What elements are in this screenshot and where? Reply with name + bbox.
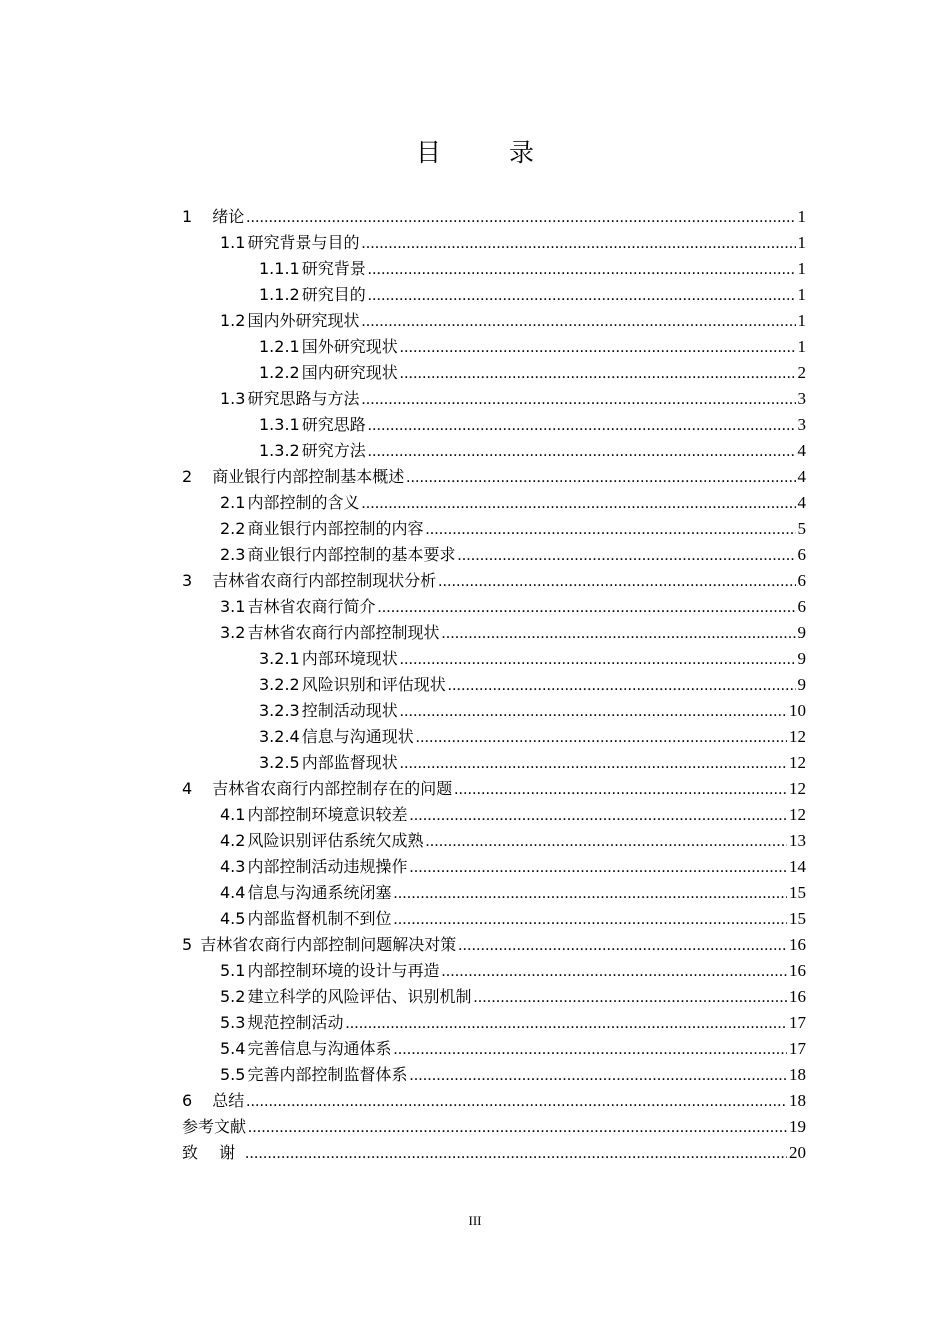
toc-entry-page: 1	[797, 285, 806, 304]
toc-entry-number: 3.2	[220, 623, 246, 642]
toc-entry-number: 3.1	[220, 597, 246, 616]
toc-entry-number: 3.2.3	[259, 701, 300, 720]
toc-entry-number: 5.2	[220, 987, 246, 1006]
toc-entry[interactable]	[182, 750, 806, 776]
table-of-contents	[182, 204, 806, 1166]
toc-entry-page: 12	[789, 779, 806, 798]
toc-entry-number: 3	[182, 571, 193, 590]
toc-dot-leader	[393, 881, 787, 907]
toc-entry-page: 3	[797, 389, 806, 408]
toc-entry-page: 4	[797, 467, 806, 486]
toc-dot-leader	[457, 543, 795, 569]
toc-entry-label	[259, 750, 398, 776]
toc-entry-page: 12	[789, 805, 806, 824]
toc-entry-label	[220, 828, 423, 854]
toc-entry-label	[220, 490, 359, 516]
toc-entry[interactable]	[182, 698, 806, 724]
toc-entry-text: 研究思路与方法	[247, 389, 360, 408]
toc-entry[interactable]	[182, 256, 806, 282]
toc-entry-label	[259, 360, 398, 386]
toc-entry[interactable]	[182, 334, 806, 360]
toc-entry-label	[259, 282, 366, 308]
toc-entry-text: 建立科学的风险评估、识别机制	[247, 987, 472, 1006]
toc-entry[interactable]	[182, 880, 806, 906]
toc-entry-number: 3.2.2	[259, 675, 300, 694]
toc-entry-number: 1.3	[220, 389, 246, 408]
toc-dot-leader	[361, 309, 795, 335]
toc-entry[interactable]	[182, 386, 806, 412]
toc-entry-label	[220, 1010, 343, 1036]
toc-entry-text: 国内外研究现状	[247, 311, 360, 330]
toc-dot-leader	[441, 959, 787, 985]
toc-dot-leader	[409, 1063, 787, 1089]
toc-entry-text: 研究背景与目的	[247, 233, 360, 252]
toc-entry-text: 总结	[212, 1091, 245, 1110]
toc-entry-text: 吉林省农商行内部控制问题解决对策	[200, 935, 457, 954]
toc-entry-page: 12	[789, 727, 806, 746]
toc-entry-number: 1.3.2	[259, 441, 300, 460]
toc-entry-number: 2.1	[220, 493, 246, 512]
toc-entry-number: 5.5	[220, 1065, 246, 1084]
toc-dot-leader	[368, 283, 796, 309]
toc-entry-text: 信息与沟通系统闭塞	[247, 883, 392, 902]
toc-entry-label	[220, 308, 359, 334]
toc-entry-page: 5	[797, 519, 806, 538]
toc-entry-label	[182, 1088, 244, 1114]
toc-entry-text: 完善信息与沟通体系	[247, 1039, 392, 1058]
toc-entry[interactable]	[182, 230, 806, 256]
toc-dot-leader	[361, 491, 795, 517]
toc-entry[interactable]	[182, 438, 806, 464]
toc-entry-number: 3.2.1	[259, 649, 300, 668]
toc-entry-number: 1.1.1	[259, 259, 300, 278]
toc-entry-text: 研究思路	[301, 415, 366, 434]
toc-entry-text: 内部监督现状	[301, 753, 398, 772]
toc-entry-page: 10	[789, 701, 806, 720]
toc-entry-number: 3.2.4	[259, 727, 300, 746]
toc-dot-leader	[406, 465, 795, 491]
toc-entry-label	[182, 204, 244, 230]
toc-dot-leader	[377, 595, 795, 621]
toc-entry-number: 2	[182, 467, 193, 486]
toc-dot-leader	[368, 439, 796, 465]
toc-entry-text: 参考文献	[182, 1117, 247, 1136]
toc-entry-label	[220, 620, 439, 646]
toc-entry-number: 5.4	[220, 1039, 246, 1058]
toc-entry[interactable]	[182, 360, 806, 386]
toc-entry-page: 1	[797, 337, 806, 356]
toc-entry-text: 国外研究现状	[301, 337, 398, 356]
toc-entry-page: 6	[797, 597, 806, 616]
toc-entry-text: 控制活动现状	[301, 701, 398, 720]
toc-entry-label	[220, 230, 359, 256]
toc-entry-label	[220, 906, 391, 932]
toc-entry-text: 研究方法	[301, 441, 366, 460]
toc-entry-page: 14	[789, 857, 806, 876]
toc-dot-leader	[458, 933, 787, 959]
toc-entry-number: 6	[182, 1091, 193, 1110]
toc-entry-text: 吉林省农商行简介	[247, 597, 376, 616]
toc-entry-label	[182, 464, 404, 490]
toc-entry-text: 信息与沟通现状	[301, 727, 414, 746]
toc-entry-label	[182, 1114, 246, 1140]
toc-dot-leader	[400, 751, 787, 777]
page-number: III	[468, 1213, 482, 1228]
toc-entry-number: 2.3	[220, 545, 246, 564]
toc-entry[interactable]	[182, 932, 806, 958]
toc-dot-leader	[409, 803, 787, 829]
toc-entry-number: 1.1.2	[259, 285, 300, 304]
toc-dot-leader	[248, 1115, 787, 1141]
toc-entry-label	[220, 854, 407, 880]
toc-entry-text: 商业银行内部控制的基本要求	[247, 545, 456, 564]
toc-entry-text: 内部控制的含义	[247, 493, 360, 512]
toc-entry-number: 4.4	[220, 883, 246, 902]
toc-entry-text: 研究目的	[301, 285, 366, 304]
toc-dot-leader	[400, 361, 796, 387]
toc-entry-label	[220, 516, 423, 542]
toc-entry-number: 3.2.5	[259, 753, 300, 772]
toc-entry[interactable]	[182, 724, 806, 750]
toc-entry-page: 6	[797, 571, 806, 590]
toc-entry-label	[220, 958, 439, 984]
toc-entry-text: 研究背景	[301, 259, 366, 278]
toc-entry[interactable]	[182, 516, 806, 542]
toc-dot-leader	[246, 205, 795, 231]
toc-entry-page: 15	[789, 909, 806, 928]
toc-dot-leader	[438, 569, 795, 595]
toc-entry-number: 1	[182, 207, 193, 226]
toc-entry-text: 风险识别评估系统欠成熟	[247, 831, 424, 850]
toc-entry-number: 5	[182, 935, 193, 954]
toc-dot-leader	[400, 647, 796, 673]
toc-entry-text: 吉林省农商行内部控制现状	[247, 623, 440, 642]
toc-entry-page: 2	[797, 363, 806, 382]
toc-entry-page: 17	[789, 1013, 806, 1032]
toc-dot-leader	[245, 1141, 787, 1167]
toc-entry-text: 内部监督机制不到位	[247, 909, 392, 928]
toc-entry-label	[220, 880, 391, 906]
toc-entry-text: 吉林省农商行内部控制现状分析	[212, 571, 437, 590]
toc-entry-label	[220, 984, 471, 1010]
toc-entry-label	[220, 542, 455, 568]
toc-entry-page: 15	[789, 883, 806, 902]
toc-entry-page: 18	[789, 1091, 806, 1110]
toc-entry-page: 16	[789, 935, 806, 954]
toc-entry-page: 9	[797, 675, 806, 694]
toc-dot-leader	[393, 1037, 787, 1063]
toc-entry-page: 3	[797, 415, 806, 434]
toc-entry-label	[220, 802, 407, 828]
toc-entry[interactable]	[182, 958, 806, 984]
toc-entry-label	[259, 698, 398, 724]
toc-dot-leader	[393, 907, 787, 933]
toc-entry-label	[259, 412, 366, 438]
toc-entry-page: 16	[789, 961, 806, 980]
toc-entry-page: 1	[797, 259, 806, 278]
toc-entry-label	[220, 1062, 407, 1088]
toc-entry[interactable]	[182, 542, 806, 568]
toc-entry-label	[220, 594, 375, 620]
toc-dot-leader	[246, 1089, 787, 1115]
toc-dot-leader	[345, 1011, 787, 1037]
toc-entry-number: 1.1	[220, 233, 246, 252]
toc-entry-page: 4	[797, 441, 806, 460]
toc-entry[interactable]	[182, 204, 806, 230]
toc-entry-number: 1.2.2	[259, 363, 300, 382]
toc-entry[interactable]	[182, 776, 806, 802]
toc-entry-text: 规范控制活动	[247, 1013, 344, 1032]
toc-dot-leader	[368, 413, 796, 439]
toc-entry-number: 5.3	[220, 1013, 246, 1032]
toc-entry-label	[259, 672, 446, 698]
toc-entry[interactable]	[182, 464, 806, 490]
toc-entry-label	[220, 1036, 391, 1062]
toc-dot-leader	[425, 517, 795, 543]
toc-entry-page: 9	[797, 623, 806, 642]
toc-entry-text: 吉林省农商行内部控制存在的问题	[212, 779, 453, 798]
toc-dot-leader	[361, 387, 795, 413]
toc-entry-page: 1	[797, 311, 806, 330]
toc-entry-text: 内部控制环境意识较差	[247, 805, 408, 824]
toc-entry-number: 1.3.1	[259, 415, 300, 434]
toc-entry-text: 风险识别和评估现状	[301, 675, 446, 694]
toc-entry-label	[220, 386, 359, 412]
toc-dot-leader	[368, 257, 796, 283]
toc-entry-text: 内部控制活动违规操作	[247, 857, 408, 876]
toc-entry-number: 4	[182, 779, 193, 798]
toc-entry[interactable]	[182, 854, 806, 880]
toc-entry-label	[259, 438, 366, 464]
toc-dot-leader	[416, 725, 787, 751]
toc-entry[interactable]	[182, 906, 806, 932]
toc-dot-leader	[454, 777, 787, 803]
toc-entry-label	[182, 568, 436, 594]
toc-entry-page: 1	[797, 207, 806, 226]
toc-entry-page: 4	[797, 493, 806, 512]
toc-entry-text: 致 谢	[182, 1143, 244, 1162]
toc-entry-text: 绪论	[212, 207, 245, 226]
toc-entry-label	[259, 256, 366, 282]
toc-entry-page: 20	[789, 1143, 806, 1162]
toc-dot-leader	[361, 231, 795, 257]
toc-entry[interactable]	[182, 1062, 806, 1088]
toc-entry[interactable]	[182, 828, 806, 854]
toc-entry[interactable]	[182, 282, 806, 308]
toc-dot-leader	[400, 335, 796, 361]
toc-entry[interactable]	[182, 568, 806, 594]
toc-entry-text: 国内研究现状	[301, 363, 398, 382]
toc-entry-page: 19	[789, 1117, 806, 1136]
toc-dot-leader	[441, 621, 795, 647]
toc-entry[interactable]	[182, 1114, 806, 1140]
toc-entry-number: 5.1	[220, 961, 246, 980]
toc-entry[interactable]	[182, 412, 806, 438]
toc-entry[interactable]	[182, 1010, 806, 1036]
toc-entry-text: 商业银行内部控制基本概述	[212, 467, 405, 486]
toc-entry-number: 4.5	[220, 909, 246, 928]
toc-entry-number: 1.2.1	[259, 337, 300, 356]
toc-entry-number: 1.2	[220, 311, 246, 330]
toc-entry-page: 6	[797, 545, 806, 564]
toc-entry-page: 12	[789, 753, 806, 772]
toc-entry-text: 内部控制环境的设计与再造	[247, 961, 440, 980]
toc-entry-text: 内部环境现状	[301, 649, 398, 668]
toc-entry-label	[259, 646, 398, 672]
toc-entry-page: 1	[797, 233, 806, 252]
toc-title: 目 录	[416, 138, 564, 167]
toc-dot-leader	[400, 699, 787, 725]
toc-entry-text: 完善内部控制监督体系	[247, 1065, 408, 1084]
toc-entry[interactable]	[182, 308, 806, 334]
toc-entry-page: 9	[797, 649, 806, 668]
toc-entry-number: 4.3	[220, 857, 246, 876]
toc-entry-number: 4.2	[220, 831, 246, 850]
toc-entry[interactable]	[182, 1088, 806, 1114]
toc-entry-page: 16	[789, 987, 806, 1006]
toc-dot-leader	[448, 673, 796, 699]
toc-dot-leader	[409, 855, 787, 881]
toc-entry[interactable]	[182, 984, 806, 1010]
toc-entry-label	[259, 334, 398, 360]
toc-entry-page: 13	[789, 831, 806, 850]
toc-entry[interactable]	[182, 620, 806, 646]
toc-entry[interactable]	[182, 646, 806, 672]
toc-dot-leader	[425, 829, 787, 855]
toc-dot-leader	[473, 985, 787, 1011]
toc-entry[interactable]	[182, 1036, 806, 1062]
toc-entry-label	[182, 932, 456, 958]
toc-entry[interactable]	[182, 802, 806, 828]
toc-entry-label	[182, 1140, 243, 1166]
toc-entry-text: 商业银行内部控制的内容	[247, 519, 424, 538]
toc-entry-page: 18	[789, 1065, 806, 1084]
toc-entry[interactable]	[182, 594, 806, 620]
toc-entry[interactable]	[182, 1140, 806, 1166]
toc-entry-page: 17	[789, 1039, 806, 1058]
toc-entry[interactable]	[182, 490, 806, 516]
toc-entry-number: 2.2	[220, 519, 246, 538]
toc-entry-number: 4.1	[220, 805, 246, 824]
toc-entry-label	[182, 776, 452, 802]
toc-entry-label	[259, 724, 414, 750]
toc-entry[interactable]	[182, 672, 806, 698]
